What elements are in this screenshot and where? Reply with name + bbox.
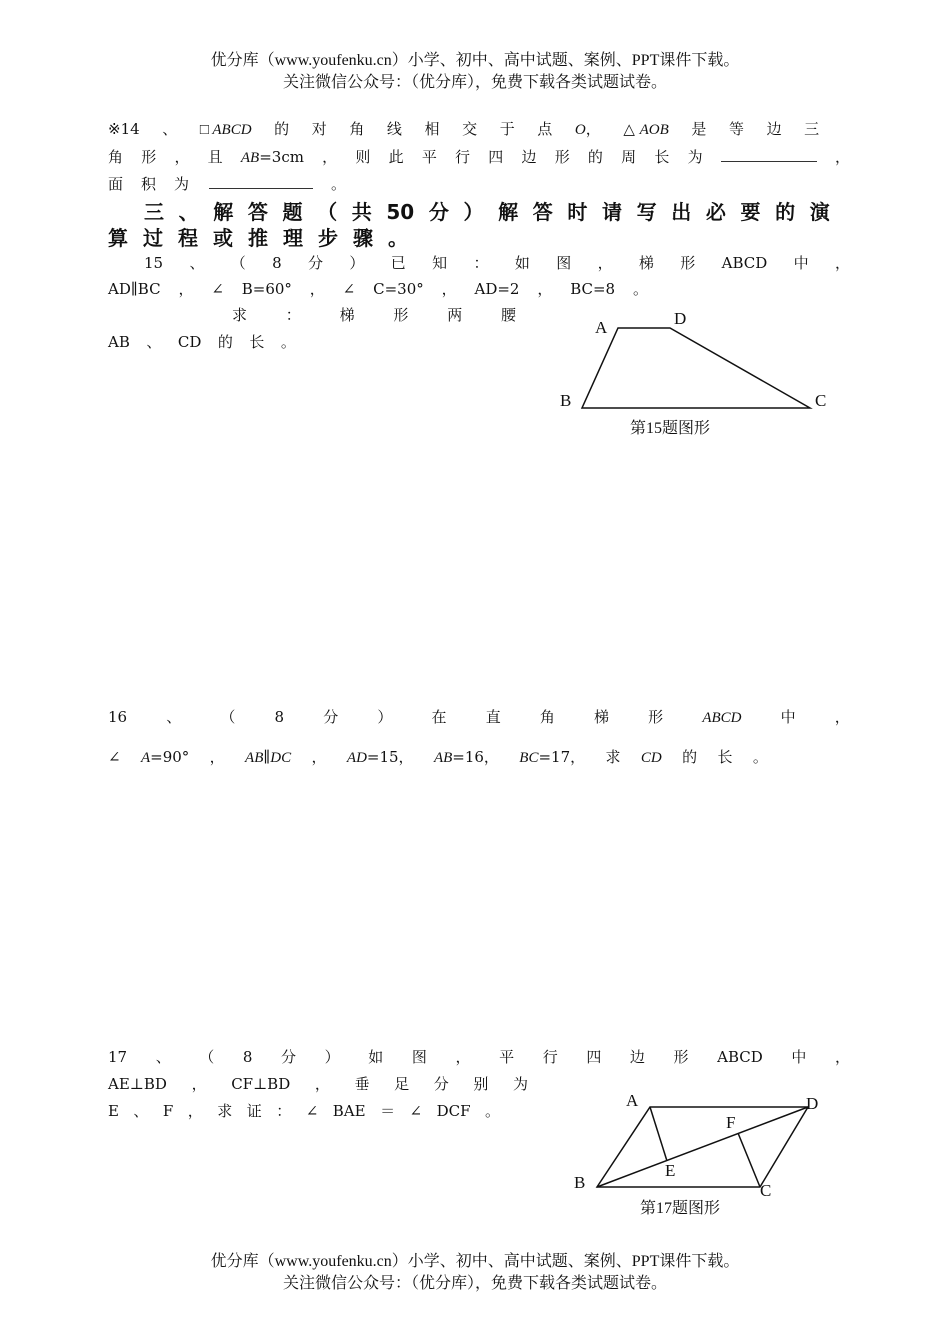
diagonal-bd [597,1107,808,1187]
figure-15-caption: 第15题图形 [630,420,711,437]
label-e: E [665,1161,676,1180]
trapezoid-abcd-shape [582,328,810,408]
label-f: F [726,1113,736,1132]
triangle-symbol-icon: △ [623,120,635,138]
header-line-1: 优分库（www.youfenku.cn）小学、初中、高中试题、案例、PPT课件下载。 [210,52,740,69]
q15-trapezoid-figure [550,305,840,445]
q15-line-1: 15 、 （ 8 分 ） 已 知 ： 如 图 ， 梯 形 ABCD 中 ， [144,254,850,272]
q14-line-3: 面 积 为 。 [108,175,347,193]
footer-line-1: 优分库（www.youfenku.cn）小学、初中、高中试题、案例、PPT课件下载。 [210,1253,740,1270]
q15-line-4: AB 、 CD 的 长 。 [108,333,296,351]
q15-line-3: 求 ： 梯 形 两 腰 [232,306,516,324]
q17-line-1: 17 、 （ 8 分 ） 如 图 ， 平 行 四 边 形 ABCD 中 ， [108,1048,850,1066]
segment-ae [650,1107,667,1161]
q14-sep: 、 [162,120,178,138]
parallelogram-symbol-icon: □ [199,122,209,138]
q14-triangle-aob: △ AOB [623,120,669,138]
segment-cf [738,1133,760,1187]
q14-parallelogram-abcd: □ ABCD [199,122,252,138]
label-a: A [595,318,608,337]
section-3-heading-line-1: 三 、 解 答 题 （ 共 50 分 ） 解 答 时 请 写 出 必 要 的 演 [144,200,830,224]
label-a: A [626,1091,639,1110]
q17-parallelogram-figure [560,1085,840,1220]
label-b: B [560,391,572,410]
q16-line-1: 16 、 （ 8 分 ） 在 直 角 梯 形 ABCD 中 ， [108,708,850,726]
q16-ab: AB=16， [433,748,499,766]
footer-line-2: 关注微信公众号：（优分库），免费下载各类试题试卷。 [282,1275,667,1292]
q14-area-blank [209,174,313,189]
figure-17-caption: 第17题图形 [640,1200,721,1217]
q16-line-2: ∠ A=90° ， AB∥DC ， AD=15， AB=16， BC=17， 求 CD 的 长 。 [108,748,768,766]
header-line-2: 关注微信公众号：（优分库），免费下载各类试题试卷。 [282,74,667,91]
q16-ad: AD=15， [346,748,414,766]
label-c: C [760,1181,772,1200]
section-3-heading-line-2: 算 过 程 或 推 理 步 骤 。 [108,226,408,250]
q14-line-1: ※14 、 □ ABCD 的 对 角 线 相 交 于 点 O， △ AOB 是 等 边 三 [108,120,820,138]
q16-bc: BC=17， [519,748,586,766]
angle-symbol-icon: ∠ [108,748,121,766]
label-b: B [574,1173,586,1192]
q14-line-2: 角 形 ， 且 AB=3cm ， 则 此 平 行 四 边 形 的 周 长 为 ， [108,148,850,166]
label-c: C [815,391,827,410]
q14-point-o: O， [574,120,601,138]
q14-number: ※14 [108,120,140,138]
label-d: D [674,309,687,328]
q17-line-2: AE⊥BD ， CF⊥BD ， 垂 足 分 别 为 [108,1075,528,1093]
q14-ab-length: AB=3cm [240,148,304,166]
q17-line-3: E 、 F ， 求 证 ： ∠ BAE ＝ ∠ DCF 。 [108,1102,500,1120]
label-d: D [806,1094,819,1113]
q14-perimeter-blank [721,147,817,162]
q16-angle-a: A=90° [140,748,190,766]
q15-line-2: AD∥BC ， ∠ B=60° ， ∠ C=30° ， AD=2 ， BC=8 。 [108,280,648,298]
